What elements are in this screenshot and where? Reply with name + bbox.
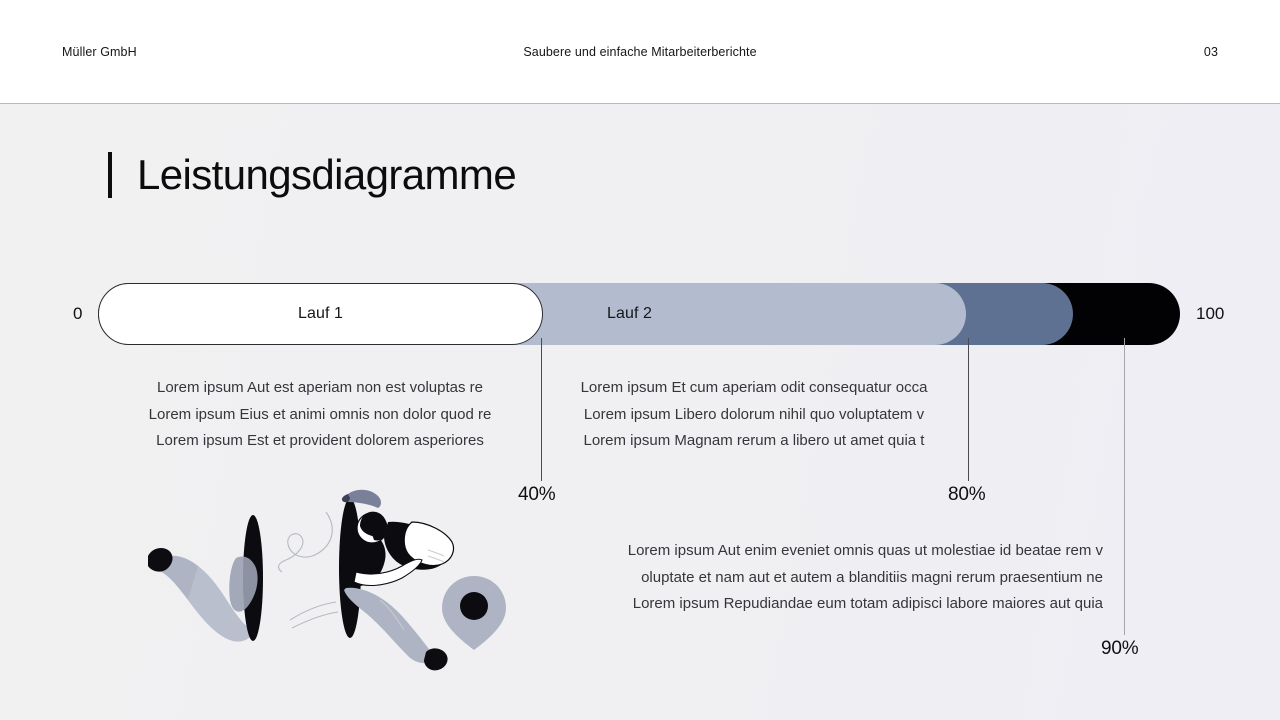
bar-track xyxy=(98,283,1180,345)
description-block-2-line-1: Lorem ipsum Et cum aperiam odit consequatur occa xyxy=(580,379,928,396)
shoe-right xyxy=(424,648,448,670)
motion-line-1 xyxy=(290,602,336,620)
header-page-number: 03 xyxy=(1203,45,1218,59)
bar-segment-lauf-1-label: Lauf 1 xyxy=(297,305,344,322)
limb-right xyxy=(344,588,436,663)
value-label-80: 80% xyxy=(948,484,986,505)
description-block-3-line-3: Lorem ipsum Repudiandae eum totam adipisci labore maiores aut quia xyxy=(632,595,1103,612)
performance-bar-chart xyxy=(0,283,1280,345)
location-pin-dot xyxy=(460,592,488,620)
squiggle-line xyxy=(279,512,333,572)
value-label-40: 40% xyxy=(518,484,556,505)
description-block-2 xyxy=(548,375,960,455)
title-accent-bar xyxy=(108,152,112,198)
page-header xyxy=(0,0,1280,104)
description-block-1 xyxy=(110,375,530,455)
description-block-1-line-3: Lorem ipsum Est et provident dolorem asperiores xyxy=(156,432,484,449)
description-block-2-line-3: Lorem ipsum Magnam rerum a libero ut amet quia t xyxy=(583,432,925,449)
connector-line-40 xyxy=(541,338,542,481)
person-with-laptop-illustration xyxy=(140,480,515,680)
header-company-name: Müller GmbH xyxy=(62,45,137,59)
header-subtitle: Saubere und einfache Mitarbeiterberichte xyxy=(523,45,757,59)
value-label-90: 90% xyxy=(1101,638,1139,659)
description-block-3-line-1: Lorem ipsum Aut enim eveniet omnis quas ut molestiae id beatae rem v xyxy=(627,542,1103,559)
description-block-3 xyxy=(563,538,1103,618)
illustration-svg xyxy=(140,480,515,680)
bar-segment-lauf-1[interactable] xyxy=(98,283,543,345)
connector-line-80 xyxy=(968,338,969,481)
scale-max-label: 100 xyxy=(1196,304,1225,323)
description-block-1-line-1: Lorem ipsum Aut est aperiam non est voluptas re xyxy=(156,379,483,396)
description-block-3-line-2: oluptate et nam aut et autem a blanditiis magni rerum praesentium ne xyxy=(641,568,1103,586)
bar-segment-lauf-2-label: Lauf 2 xyxy=(606,305,653,322)
page-title-text: Leistungsdiagramme xyxy=(137,151,517,198)
description-block-1-line-2: Lorem ipsum Eius et animi omnis non dolor quod re xyxy=(148,405,492,423)
description-block-2-line-2: Lorem ipsum Libero dolorum nihil quo voluptatem v xyxy=(583,405,925,423)
page-title xyxy=(108,152,516,198)
scale-min-label: 0 xyxy=(73,304,83,323)
connector-line-90 xyxy=(1124,338,1125,635)
